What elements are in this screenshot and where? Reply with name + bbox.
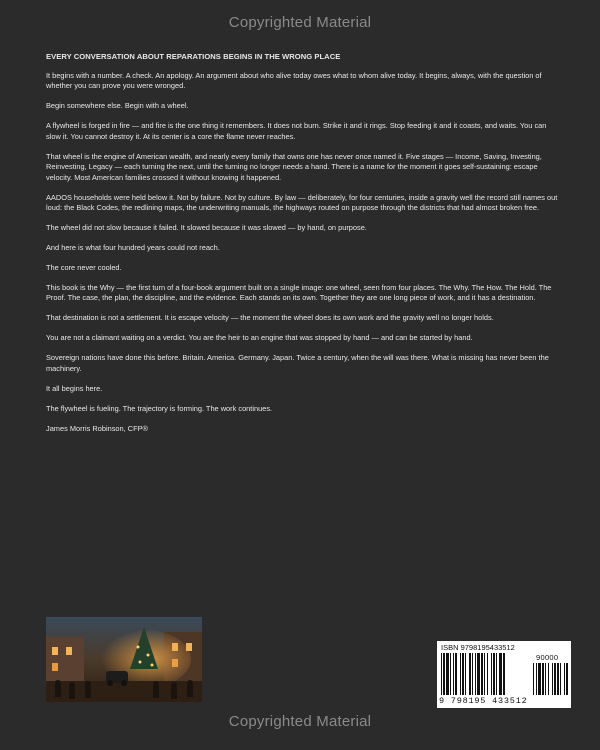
price-code: 90000 [536, 653, 559, 662]
barcode-stripe [493, 653, 495, 695]
barcode-stripe [455, 653, 457, 695]
barcode-stripe [446, 653, 449, 695]
paragraph: It all begins here. [46, 383, 103, 393]
paragraph: AADOS households were held below it. Not by failure. Not by culture. By law — deliberately, for four centuries, inside a gravity well the record still names out loud: the Black Codes, the redlining maps, the underwriting manuals, the highways routed on purpose through the districts that had almost broken free. [46, 192, 558, 213]
barcode-stripe [443, 653, 445, 695]
addon-stripe [533, 663, 534, 695]
barcode-stripe [465, 653, 466, 695]
paragraph: And here is what four hundred years could not reach. [46, 243, 220, 253]
addon-stripe [542, 663, 544, 695]
barcode-stripe [450, 653, 451, 695]
barcode-stripe [475, 653, 476, 695]
paragraph: That destination is not a settlement. It is escape velocity — the moment the wheel does its own work and the gravity well no longer holds. [46, 313, 494, 323]
addon-stripe [536, 663, 537, 695]
paragraph: The core never cooled. [46, 263, 122, 273]
paragraph: That wheel is the engine of American wealth, and nearly every family that owns one has never once named it. Five stages — Income, Saving, Investing, Reinvesting, Legacy — each turning the next, until the turning no longer needs a hand. There is a name for the moment it goes self-sustaining: escape velocity. Most American families crossed it without knowing it happened. [46, 151, 542, 182]
barcode-stripe [462, 653, 464, 695]
watermark-bottom: Copyrighted Material [228, 713, 372, 730]
paragraph: The wheel did not slow because it failed. It slowed because it was slowed — by hand, on purpose. [46, 223, 367, 233]
paragraph: You are not a claimant waiting on a verdict. You are the heir to an engine that was stopped by hand — and can be started by hand. [46, 333, 473, 343]
author-signature: James Morris Robinson, CFP® [46, 423, 148, 433]
barcode-stripe [472, 653, 473, 695]
addon-stripe [566, 663, 568, 695]
paragraph: Sovereign nations have done this before. Britain. America. Germany. Japan. Twice a century, when the will was there. What is missing has never been the machinery. [46, 353, 549, 373]
barcode-stripe [441, 653, 442, 695]
isbn-barcode [437, 641, 571, 708]
barcode-stripe [477, 653, 480, 695]
paragraph: A flywheel is forged in fire — and fire is the one thing it remembers. It does not burn. Strike it and it rings. Stop feeding it and it coasts, and waits. You can slow it. You cannot destroy it. At its center is a core the flame never reaches. [46, 121, 547, 141]
addon-stripe [548, 663, 549, 695]
addon-stripe [552, 663, 553, 695]
addon-stripe [564, 663, 565, 695]
barcode-stripe [484, 653, 485, 695]
cover-artwork [46, 617, 202, 702]
isbn-label: ISBN 9798195433512 [441, 643, 515, 652]
paragraph: The flywheel is fueling. The trajectory is forming. The work continues. [46, 403, 273, 413]
addon-stripe [554, 663, 556, 695]
watermark-top: Copyrighted Material [228, 14, 372, 31]
copy-heading: EVERY CONVERSATION ABOUT REPARATIONS BEGINS IN THE WRONG PLACE [46, 52, 341, 61]
barcode-stripe [503, 653, 505, 695]
barcode-number: 9 798195 433512 [439, 696, 528, 706]
paragraph: This book is the Why — the first turn of a four-book argument built on a single image: one wheel, seen from four places. The Why. The How. The Hold. The Proof. The case, the plan, the discipline, and the evidence. Each stands on its own. Together they are one long piece of work, and it has a destination. [46, 283, 552, 303]
back-cover-copy [46, 52, 558, 444]
addon-stripe [545, 663, 546, 695]
barcode-stripe [481, 653, 483, 695]
barcode-stripe [469, 653, 471, 695]
paragraph: It begins with a number. A check. An apology. An argument about who alive today owes what to whom alive today. It begins, always, with the question of whether you can prove you were wronged. [46, 71, 542, 91]
barcode-stripe [499, 653, 502, 695]
addon-stripe [557, 663, 559, 695]
holiday-street-scene-image [46, 617, 202, 702]
barcode-stripe [491, 653, 492, 695]
barcode-stripe [496, 653, 497, 695]
paragraph: Begin somewhere else. Begin with a wheel. [46, 101, 189, 111]
addon-stripe [560, 663, 561, 695]
barcode-stripe [460, 653, 461, 695]
barcode-stripe [453, 653, 454, 695]
barcode-stripe [487, 653, 488, 695]
addon-stripe [538, 663, 541, 695]
